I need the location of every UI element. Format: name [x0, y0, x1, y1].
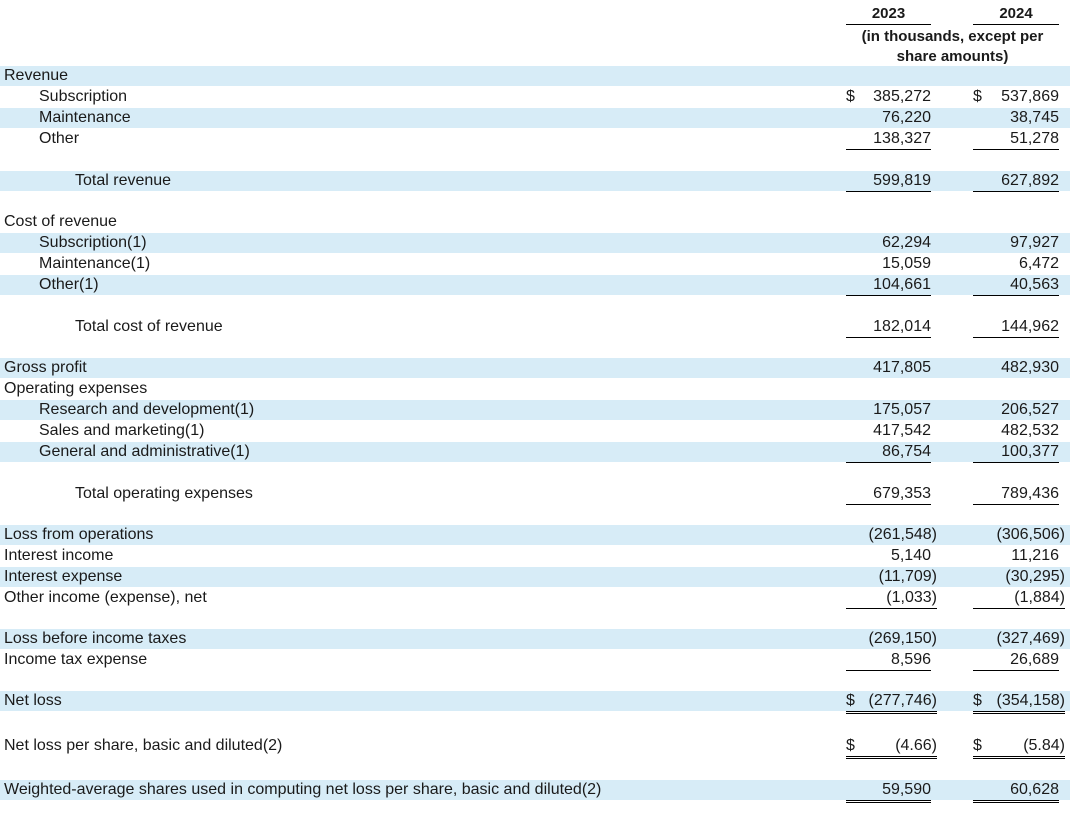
- units-note-line1: (in thousands, except per: [861, 28, 1044, 45]
- value-2023: $ (277,746): [846, 691, 937, 714]
- value-2023: 175,057: [873, 401, 931, 418]
- value-2024: 206,527: [1001, 401, 1059, 418]
- row-gna: [0, 442, 1070, 462]
- value-2023: (261,548): [868, 526, 937, 543]
- year-header-2024: 2024: [973, 5, 1059, 25]
- row-label: Interest income: [4, 547, 114, 564]
- row-label: Operating expenses: [4, 380, 148, 397]
- value-2023: (11,709): [878, 568, 937, 585]
- value-2024: 51,278: [973, 129, 1059, 150]
- value-2023: 679,353: [846, 484, 931, 505]
- row-revenue-maintenance: [0, 108, 1070, 128]
- row-cor-subscription: [0, 233, 1070, 253]
- row-label: Gross profit: [4, 359, 87, 376]
- row-label: Cost of revenue: [4, 213, 117, 230]
- row-label: Research and development(1): [39, 401, 255, 418]
- value-2024: 60,628: [973, 780, 1059, 803]
- row-revenue-other: [0, 129, 1070, 149]
- row-label: Loss from operations: [4, 526, 154, 543]
- value-2024: 38,745: [1010, 109, 1059, 126]
- row-loss-before-taxes: [0, 629, 1070, 649]
- row-label: Maintenance(1): [39, 255, 151, 272]
- row-weighted-avg-shares: [0, 780, 1070, 800]
- row-interest-expense: [0, 567, 1070, 587]
- value-2023: (269,150): [868, 630, 937, 647]
- value-2024: (30,295): [1005, 568, 1065, 585]
- row-net-loss: [0, 691, 1070, 711]
- value-2024: $ (5.84): [973, 736, 1065, 759]
- value-2024: $ (354,158): [973, 691, 1065, 714]
- value-2024: (306,506): [996, 526, 1065, 543]
- value-2024: (327,469): [996, 630, 1065, 647]
- row-label: Revenue: [4, 67, 69, 84]
- value-2023: $ (4.66): [846, 736, 937, 759]
- row-sales-marketing: [0, 421, 1070, 441]
- row-label: Total operating expenses: [75, 485, 253, 502]
- value-2023: 104,661: [846, 275, 931, 296]
- value-2024: 97,927: [1010, 234, 1059, 251]
- row-gross-profit: [0, 358, 1070, 378]
- value-2024: 627,892: [973, 171, 1059, 192]
- row-rnd: [0, 400, 1070, 420]
- row-label: Interest expense: [4, 568, 123, 585]
- value-2023: 5,140: [890, 547, 931, 564]
- currency-symbol: $: [973, 692, 982, 709]
- value-2024: 11,216: [1011, 547, 1059, 564]
- value-2024: 482,930: [1001, 359, 1059, 376]
- row-revenue-subscription: [0, 87, 1070, 107]
- row-label: Subscription(1): [39, 234, 147, 251]
- currency-symbol: $: [973, 88, 982, 105]
- row-label: Maintenance: [39, 109, 131, 126]
- value-2023: 76,220: [882, 109, 931, 126]
- value-2023: 182,014: [846, 317, 931, 338]
- value-2024: 40,563: [973, 275, 1059, 296]
- year-header-2023: 2023: [846, 5, 931, 25]
- row-income-tax: [0, 650, 1070, 670]
- row-cost-of-revenue: [0, 212, 1070, 232]
- row-operating-expenses: [0, 379, 1070, 399]
- value-2023: 599,819: [846, 171, 931, 192]
- row-cor-other: [0, 275, 1070, 295]
- value-2024: 6,472: [1018, 255, 1059, 272]
- value-2023: 417,805: [873, 359, 931, 376]
- units-note-line2: share amounts): [896, 48, 1009, 65]
- row-label: Net loss per share, basic and diluted(2): [4, 737, 283, 754]
- value-2023: 62,294: [882, 234, 931, 251]
- value-2023: 86,754: [846, 442, 931, 463]
- currency-symbol: $: [846, 88, 855, 105]
- row-revenue: [0, 66, 1070, 86]
- value-2023: $ 385,272: [846, 88, 931, 105]
- value-2023: 138,327: [846, 129, 931, 150]
- row-interest-income: [0, 546, 1070, 566]
- row-total-revenue: [0, 171, 1070, 191]
- row-label: Weighted-average shares used in computing net loss per share, basic and diluted(2): [4, 781, 602, 798]
- value-2023: 15,059: [882, 255, 931, 272]
- value-2024: 482,532: [1001, 422, 1059, 439]
- row-other-income: [0, 588, 1070, 608]
- row-label: Total cost of revenue: [75, 318, 223, 335]
- row-label: Other: [39, 130, 80, 147]
- row-total-cost-of-revenue: [0, 317, 1070, 337]
- row-label: Net loss: [4, 692, 62, 709]
- row-label: Subscription: [39, 88, 128, 105]
- row-label: Income tax expense: [4, 651, 148, 668]
- value-2024: $ 537,869: [973, 88, 1059, 105]
- row-label: Other(1): [39, 276, 99, 293]
- value-2024: 144,962: [973, 317, 1059, 338]
- value-2024: (1,884): [973, 588, 1065, 609]
- value-2024: 100,377: [973, 442, 1059, 463]
- row-label: Total revenue: [75, 172, 172, 189]
- row-cor-maintenance: [0, 254, 1070, 274]
- value-2023: (1,033): [846, 588, 937, 609]
- currency-symbol: $: [846, 737, 855, 754]
- row-label: Other income (expense), net: [4, 589, 207, 606]
- row-label: Loss before income taxes: [4, 630, 187, 647]
- row-loss-from-operations: [0, 525, 1070, 545]
- row-total-operating-expenses: [0, 484, 1070, 504]
- currency-symbol: $: [973, 737, 982, 754]
- value-2024: 789,436: [973, 484, 1059, 505]
- value-2023: 417,542: [873, 422, 931, 439]
- units-note: [846, 27, 1059, 67]
- row-label: Sales and marketing(1): [39, 422, 205, 439]
- value-2023: 8,596: [846, 650, 931, 671]
- row-net-loss-per-share: [0, 736, 1070, 756]
- value-2023: 59,590: [846, 780, 931, 803]
- row-label: General and administrative(1): [39, 443, 250, 460]
- currency-symbol: $: [846, 692, 855, 709]
- value-2024: 26,689: [973, 650, 1059, 671]
